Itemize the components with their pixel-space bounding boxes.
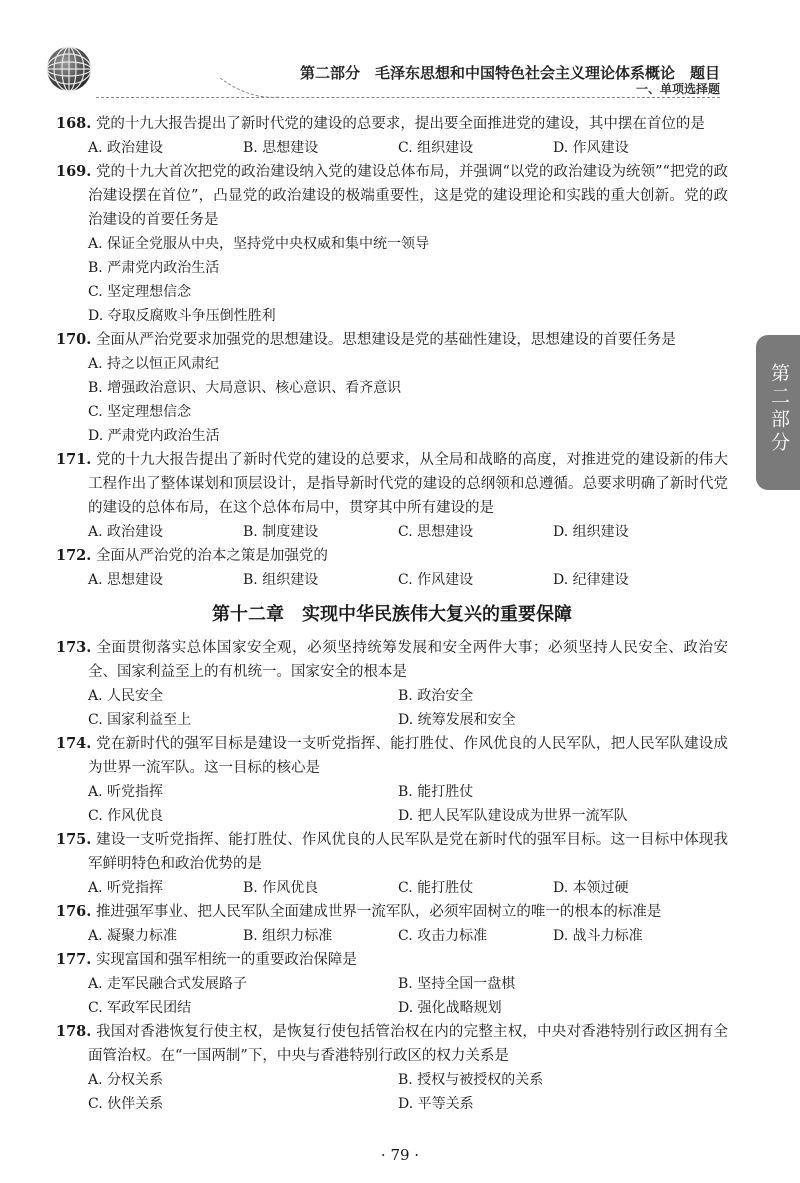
question-stem: [56, 900, 728, 924]
answer-option: A. 保证全党服从中央，坚持党中央权威和集中统一领导: [88, 236, 430, 252]
answer-option: A. 思想建设: [88, 572, 164, 588]
question-list: [56, 112, 728, 1116]
answer-option: C. 能打胜仗: [398, 880, 474, 896]
question-stem: [56, 948, 728, 972]
question-number: 175.: [56, 831, 92, 848]
question-stem: [56, 636, 728, 684]
question-text: 党的十九大报告提出了新时代党的建设的总要求，从全局和战略的高度，对推进党的建设新的伟大工程作出了整体谋划和顶层设计，是指导新时代党的建设的总纲领和总遵循。总要求明确了新时代党的建设的总体布局，在这个总体布局中，贯穿其中所有建设的是: [88, 452, 729, 516]
answer-option: A. 政治建设: [88, 140, 164, 156]
question-item: [56, 1020, 728, 1116]
answer-option: B. 授权与被授权的关系: [398, 1072, 544, 1088]
question-stem: [56, 448, 728, 520]
option-list: [56, 972, 728, 1020]
answer-option: A. 听党指挥: [88, 784, 164, 800]
question-item: [56, 636, 728, 732]
answer-option: C. 伙伴关系: [88, 1096, 164, 1112]
answer-option: B. 组织建设: [243, 572, 319, 588]
question-stem: [56, 160, 728, 232]
option-list: [56, 232, 728, 328]
answer-option: C. 思想建设: [398, 524, 474, 540]
question-group-part-a: [56, 112, 728, 592]
question-number: 176.: [56, 903, 92, 920]
chapter-heading: 第十二章 实现中华民族伟大复兴的重要保障: [212, 604, 572, 625]
answer-option: D. 平等关系: [398, 1096, 474, 1112]
answer-option: B. 作风优良: [243, 880, 319, 896]
question-stem: [56, 328, 728, 352]
question-group-part-b: [56, 636, 728, 1116]
question-item: [56, 900, 728, 948]
answer-option: D. 本领过硬: [553, 880, 629, 896]
side-tab-label: 第二部分: [768, 363, 790, 455]
question-text: 党在新时代的强军目标是建设一支听党指挥、能打胜仗、作风优良的人民军队，把人民军队建设成为世界一流军队。这一目标的核心是: [88, 736, 729, 776]
question-number: 174.: [56, 735, 92, 752]
header-divider: [96, 97, 720, 98]
question-number: 178.: [56, 1023, 92, 1040]
option-list: [56, 924, 728, 948]
answer-option: D. 作风建设: [553, 140, 629, 156]
answer-option: D. 强化战略规划: [398, 1000, 502, 1016]
answer-option: B. 增强政治意识、大局意识、核心意识、看齐意识: [88, 380, 402, 396]
question-number: 171.: [56, 451, 92, 468]
answer-option: B. 制度建设: [243, 524, 319, 540]
option-list: [56, 520, 728, 544]
answer-option: D. 纪律建设: [553, 572, 629, 588]
question-item: [56, 112, 728, 160]
answer-option: A. 分权关系: [88, 1072, 164, 1088]
question-item: [56, 448, 728, 544]
header-subtitle: 一、单项选择题: [635, 82, 720, 96]
question-text: 全面贯彻落实总体国家安全观，必须坚持统筹发展和安全两件大事；必须坚持人民安全、政治安全、国家利益至上的有机统一。国家安全的根本是: [88, 640, 729, 680]
question-stem: [56, 1020, 728, 1068]
answer-option: C. 作风建设: [398, 572, 474, 588]
answer-option: A. 听党指挥: [88, 880, 164, 896]
answer-option: A. 走军民融合式发展路子: [88, 976, 248, 992]
answer-option: D. 战斗力标准: [553, 928, 643, 944]
option-list: [56, 780, 728, 828]
page-number: · 79 ·: [380, 1146, 420, 1164]
header-decoration: [220, 78, 280, 98]
section-side-tab: [756, 335, 800, 490]
answer-option: D. 夺取反腐败斗争压倒性胜利: [88, 308, 276, 324]
question-text: 党的十九大报告提出了新时代党的建设的总要求，提出要全面推进党的建设，其中摆在首位的是: [95, 116, 705, 132]
option-list: [56, 568, 728, 592]
globe-logo-icon: [44, 44, 94, 94]
answer-option: D. 组织建设: [553, 524, 629, 540]
question-stem: [56, 732, 728, 780]
question-item: [56, 544, 728, 592]
answer-option: C. 作风优良: [88, 808, 164, 824]
answer-option: B. 能打胜仗: [398, 784, 474, 800]
question-number: 172.: [56, 547, 92, 564]
answer-option: D. 严肃党内政治生活: [88, 428, 220, 444]
option-list: [56, 1068, 728, 1116]
answer-option: A. 持之以恒正风肃纪: [88, 356, 220, 372]
question-text: 建设一支听党指挥、能打胜仗、作风优良的人民军队是党在新时代的强军目标。这一目标中体现我军鲜明特色和政治优势的是: [88, 832, 729, 872]
question-item: [56, 160, 728, 328]
answer-option: A. 凝聚力标准: [88, 928, 178, 944]
option-list: [56, 684, 728, 732]
question-number: 177.: [56, 951, 92, 968]
answer-option: D. 统筹发展和安全: [398, 712, 516, 728]
answer-option: B. 严肃党内政治生活: [88, 260, 220, 276]
question-text: 我国对香港恢复行使主权，是恢复行使包括管治权在内的完整主权，中央对香港特别行政区拥有全面管治权。在“一国两制”下，中央与香港特别行政区的权力关系是: [88, 1024, 729, 1064]
question-number: 170.: [56, 331, 92, 348]
question-stem: [56, 828, 728, 876]
question-item: [56, 948, 728, 1020]
option-list: [56, 876, 728, 900]
question-text: 全面从严治党要求加强党的思想建设。思想建设是党的基础性建设，思想建设的首要任务是: [95, 332, 676, 348]
answer-option: B. 组织力标准: [243, 928, 333, 944]
answer-option: A. 人民安全: [88, 688, 164, 704]
question-stem: [56, 544, 728, 568]
answer-option: C. 攻击力标准: [398, 928, 488, 944]
question-text: 推进强军事业、把人民军队全面建成世界一流军队，必须牢固树立的唯一的根本的标准是: [95, 904, 662, 920]
answer-option: C. 坚定理想信念: [88, 404, 192, 420]
question-text: 实现富国和强军相统一的重要政治保障是: [95, 952, 357, 968]
answer-option: C. 国家利益至上: [88, 712, 192, 728]
answer-option: C. 军政军民团结: [88, 1000, 192, 1016]
question-text: 全面从严治党的治本之策是加强党的: [95, 548, 328, 564]
answer-option: C. 坚定理想信念: [88, 284, 192, 300]
question-number: 169.: [56, 163, 92, 180]
question-stem: [56, 112, 728, 136]
question-number: 168.: [56, 115, 92, 132]
question-item: [56, 828, 728, 900]
header-title: 第二部分 毛泽东思想和中国特色社会主义理论体系概论 题目: [299, 64, 720, 82]
question-number: 173.: [56, 639, 92, 656]
answer-option: B. 坚持全国一盘棋: [398, 976, 516, 992]
question-item: [56, 732, 728, 828]
question-text: 党的十九大首次把党的政治建设纳入党的建设总体布局，并强调“以党的政治建设为统领”“把党的政治建设摆在首位”，凸显党的政治建设的极端重要性，这是党的建设理论和实践的重大创新。党的政治建设的首要任务是: [88, 164, 728, 228]
answer-option: B. 政治安全: [398, 688, 474, 704]
option-list: [56, 136, 728, 160]
answer-option: A. 政治建设: [88, 524, 164, 540]
answer-option: D. 把人民军队建设成为世界一流军队: [398, 808, 628, 824]
question-item: [56, 328, 728, 448]
option-list: [56, 352, 728, 448]
answer-option: C. 组织建设: [398, 140, 474, 156]
answer-option: B. 思想建设: [243, 140, 319, 156]
